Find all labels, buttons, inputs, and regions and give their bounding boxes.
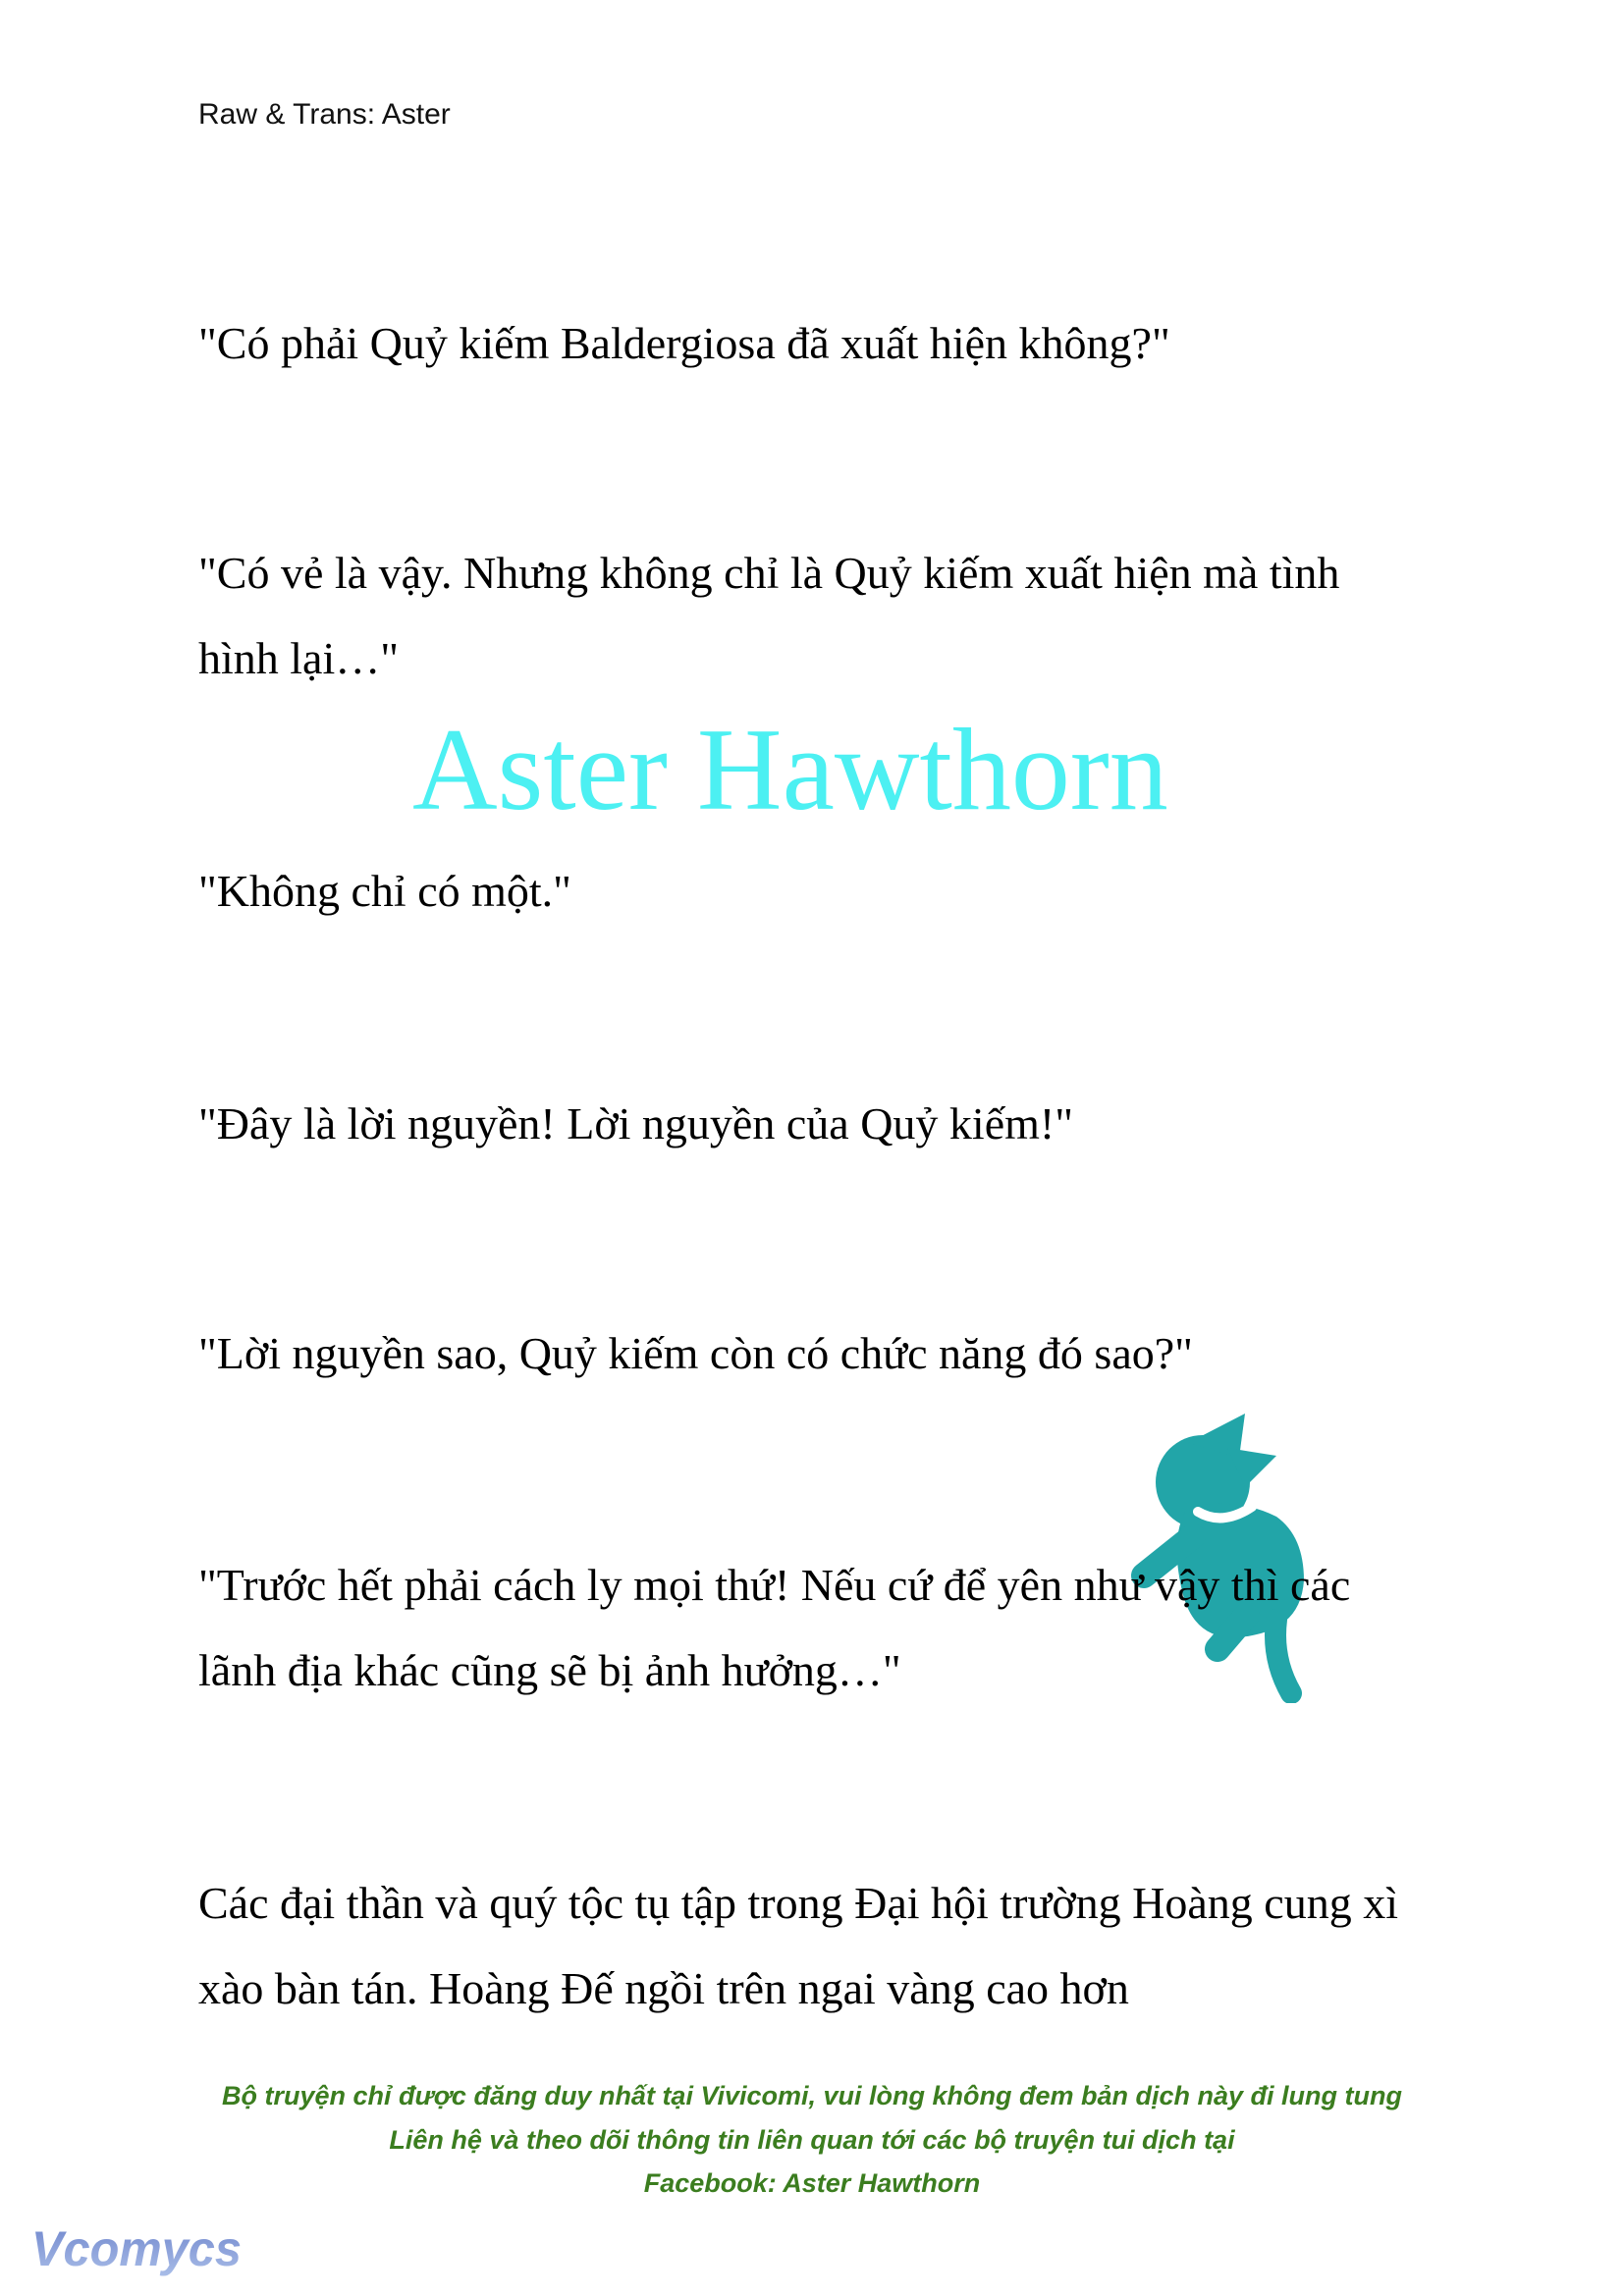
- svg-text:Vcomycs: Vcomycs: [31, 2221, 242, 2276]
- footer-facebook: Facebook: Aster Hawthorn: [643, 2168, 981, 2198]
- footer-notice: Bộ truyện chỉ được đăng duy nhất tại Vivicomi, vui lòng không đem bản dịch này đi lung tung: [222, 2081, 1402, 2110]
- paragraph: Các đại thần và quý tộc tụ tập trong Đại hội trường Hoàng cung xì xào bàn tán. Hoàng Đế ngồi trên ngai vàng cao hơn: [198, 1878, 1398, 2013]
- paragraph: "Có vẻ là vậy. Nhưng không chỉ là Quỷ kiếm xuất hiện mà tình hình lại…": [198, 548, 1340, 683]
- paragraph: "Không chỉ có một.": [198, 866, 571, 916]
- header-credit: Raw & Trans: Aster: [198, 98, 451, 131]
- vcomycs-logo: [27, 2216, 245, 2287]
- paragraph: "Trước hết phải cách ly mọi thứ! Nếu cứ để yên như vậy thì các lãnh địa khác cũng sẽ bị ảnh hưởng…": [198, 1560, 1351, 1695]
- paragraph: "Có phải Quỷ kiếm Baldergiosa đã xuất hiện không?": [198, 318, 1170, 368]
- footer-contact: Liên hệ và theo dõi thông tin liên quan tới các bộ truyện tui dịch tại: [389, 2125, 1235, 2155]
- paragraph: "Lời nguyền sao, Quỷ kiếm còn có chức năng đó sao?": [198, 1328, 1193, 1378]
- paragraph: "Đây là lời nguyền! Lời nguyền của Quỷ kiếm!": [198, 1098, 1073, 1148]
- watermark-text: Aster Hawthorn: [412, 704, 1168, 834]
